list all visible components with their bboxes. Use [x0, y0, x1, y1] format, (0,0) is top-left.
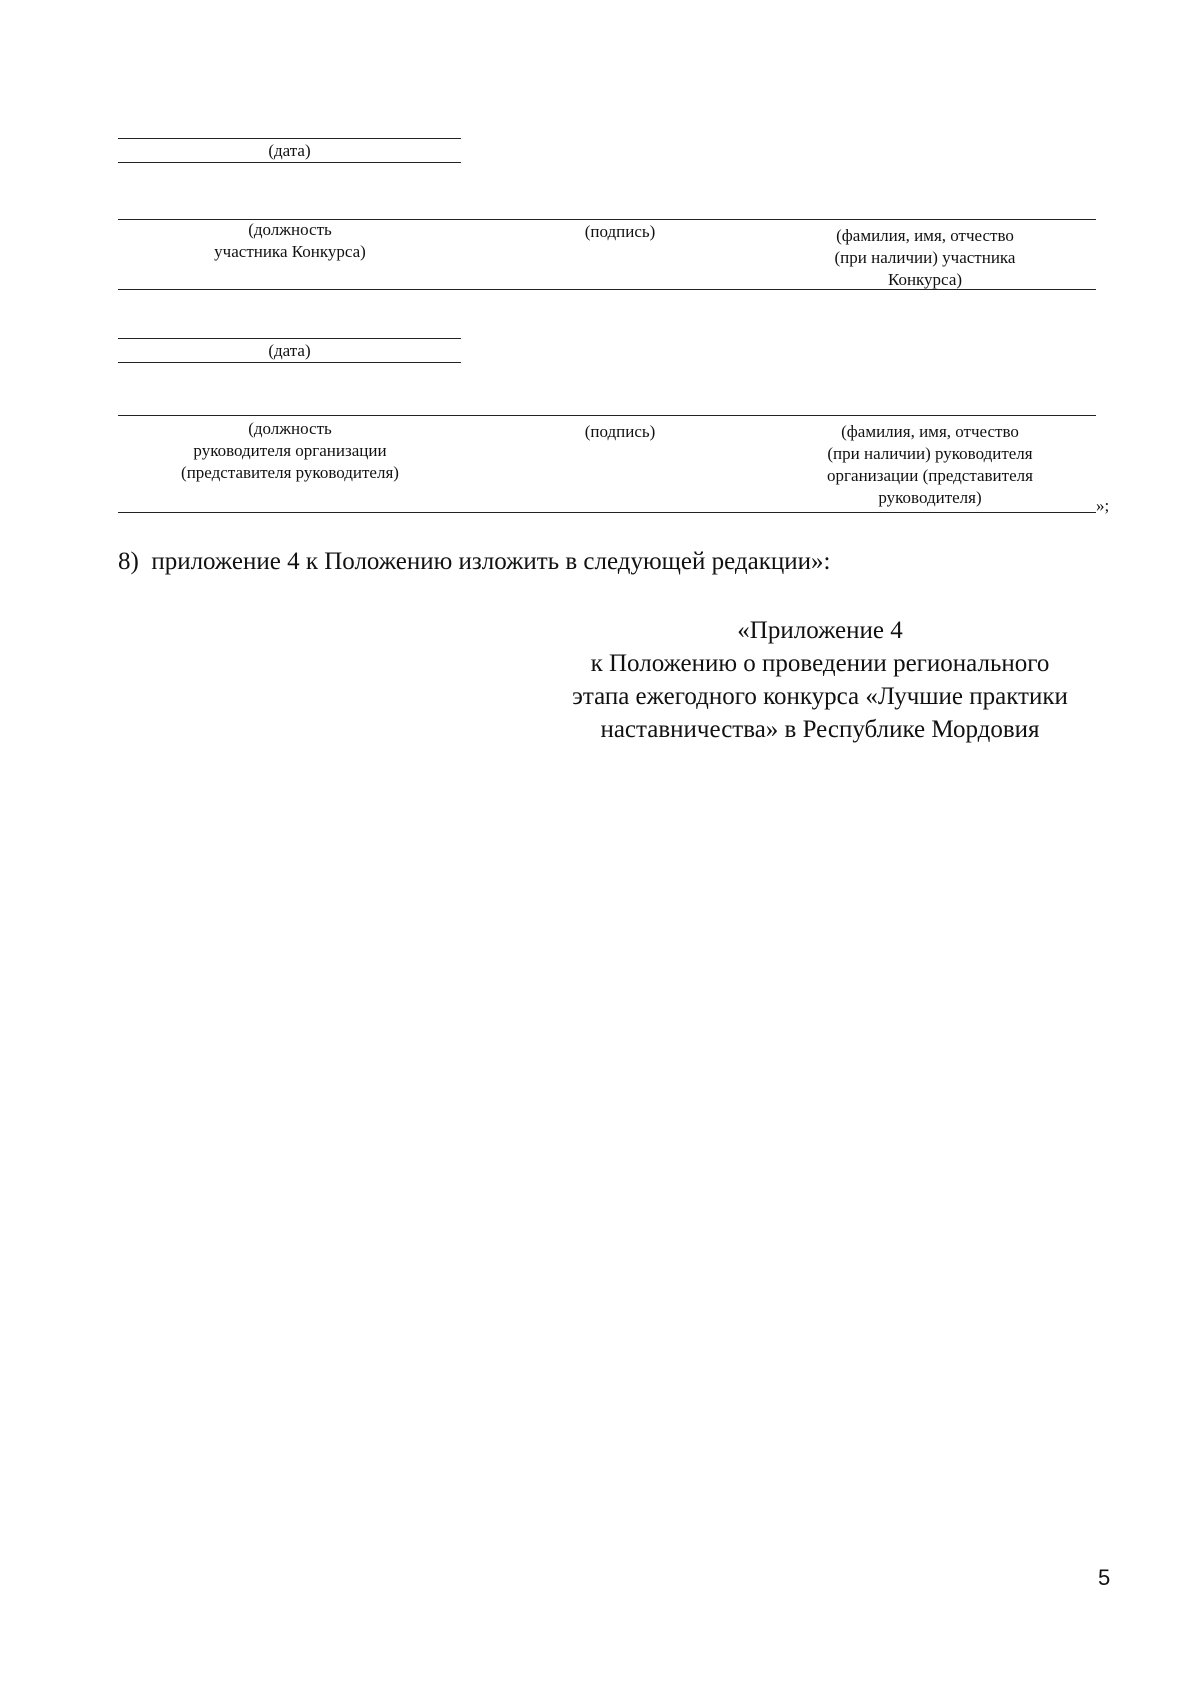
date-line-top-2	[118, 338, 461, 339]
date-caption-2: (дата)	[268, 341, 311, 360]
participant-position-caption: (должность участника Конкурса)	[214, 220, 366, 261]
item-8-text: 8) приложение 4 к Положению изложить в следующей редакции»:	[118, 548, 831, 575]
participant-signature-caption: (подпись)	[584, 222, 656, 241]
date-caption-1: (дата)	[268, 141, 311, 160]
annex-title: «Приложение 4	[737, 617, 903, 644]
page-number: 5	[1098, 1565, 1111, 1590]
annex-line-2: к Положению о проведении регионального	[590, 650, 1050, 677]
date-line-top-1	[118, 138, 461, 139]
head-name-caption: (фамилия, имя, отчество (при наличии) руководителя организации (представителя руководителя)	[827, 422, 1033, 507]
head-signature-caption: (подпись)	[584, 422, 656, 441]
annex-line-4: наставничества» в Республике Мордовия	[600, 716, 1040, 743]
head-signature-line	[118, 415, 1096, 416]
date-line-bottom-2	[118, 362, 461, 363]
date-line-bottom-1	[118, 162, 461, 163]
head-position-caption: (должность руководителя организации (представителя руководителя)	[181, 419, 399, 482]
closing-quote-mark: »;	[1096, 496, 1110, 515]
participant-name-caption: (фамилия, имя, отчество (при наличии) участника Конкурса)	[834, 226, 1016, 289]
participant-bottom-line	[118, 289, 1096, 290]
head-bottom-line	[118, 512, 1096, 513]
annex-line-3: этапа ежегодного конкурса «Лучшие практики	[572, 683, 1068, 710]
